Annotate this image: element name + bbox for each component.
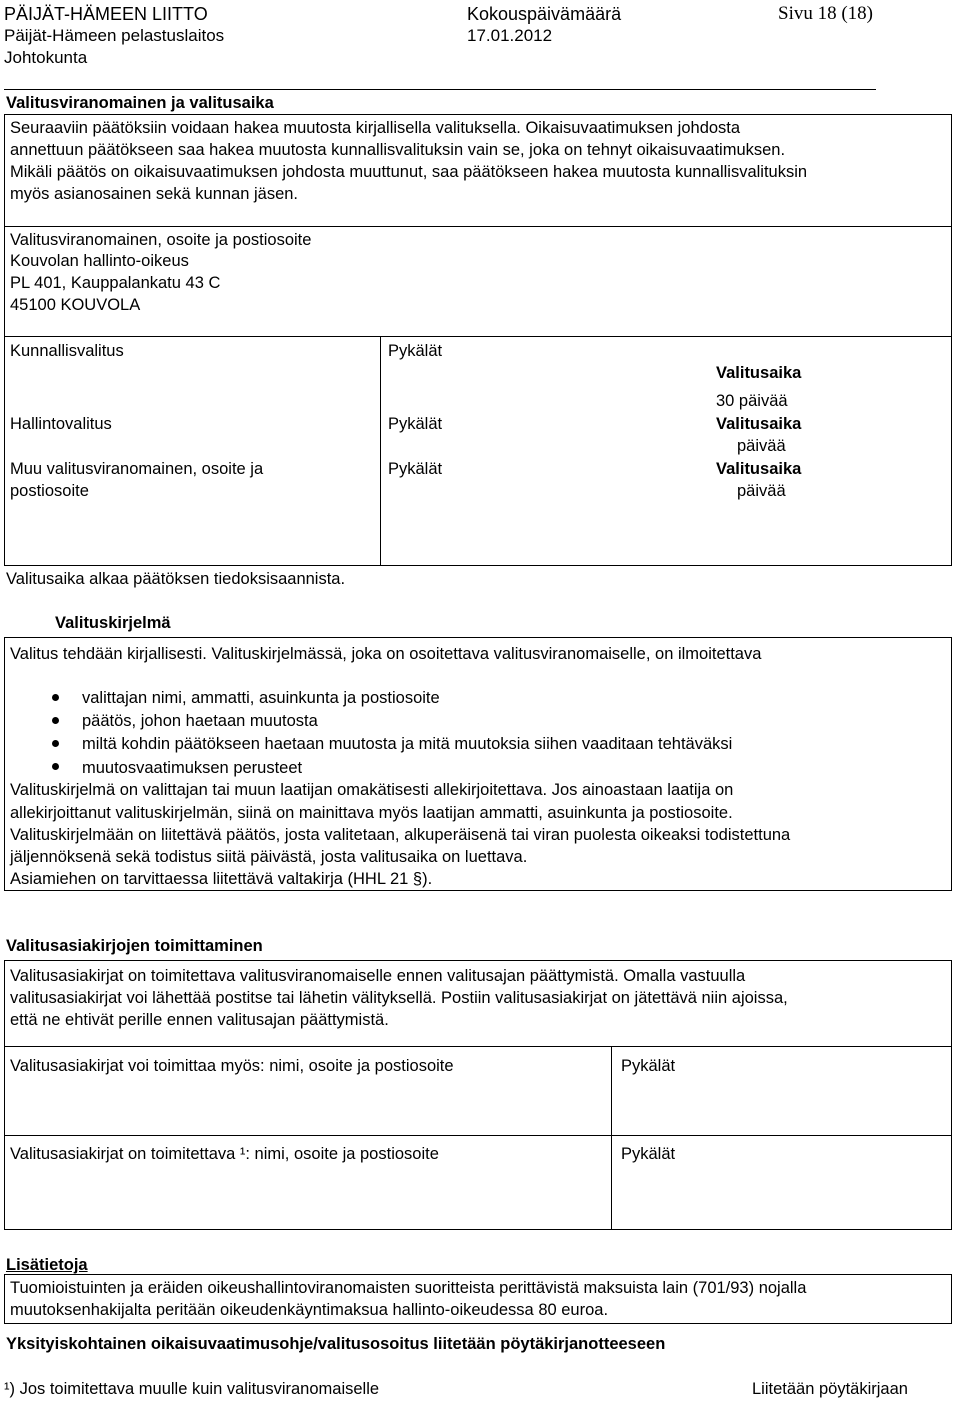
- appeal-type-administrative: Hallintovalitus: [10, 415, 112, 433]
- appeal-sections-administrative: Pykälät: [388, 415, 443, 433]
- appeal-period-value-administrative: päivää: [737, 437, 786, 455]
- appeal-heading: Valitusviranomainen ja valitusaika: [6, 94, 274, 112]
- date-label: Kokouspäivämäärä: [467, 4, 622, 24]
- appeal-period-label-other: Valitusaika: [716, 460, 802, 478]
- appeal-col-divider: [380, 336, 381, 566]
- letter-after-line-1: Valituskirjelmä on valittajan tai muun laatijan omakätisesti allekirjoitettava. Jos ainoastaan laatija on: [10, 781, 734, 799]
- delivery-divider-2: [4, 1135, 952, 1136]
- appeal-period-label-administrative: Valitusaika: [716, 415, 802, 433]
- letter-after-line-4: jäljennöksenä sekä todistus siitä päivästä, josta valitusaika on luettava.: [10, 848, 528, 866]
- appeal-period-value-other: päivää: [737, 482, 786, 500]
- appeal-intro-line-2: annettuun päätökseen saa hakea muutosta kunnallisvalituksin vain se, joka on tehnyt oikaisuvaatimuksen.: [10, 141, 786, 159]
- header-rule: [4, 89, 876, 90]
- authority-address: PL 401, Kauppalankatu 43 C: [10, 274, 221, 292]
- body-name: Johtokunta: [4, 48, 88, 67]
- letter-bullet-3: miltä kohdin päätökseen haetaan muutosta ja mitä muutoksia siihen vaaditaan tehtäväksi: [82, 735, 733, 753]
- delivery-col-divider: [611, 1046, 612, 1230]
- appeal-intro-line-4: myös asianosainen sekä kunnan jäsen.: [10, 185, 299, 203]
- detail-note: Yksityiskohtainen oikaisuvaatimusohje/valitusosoitus liitetään pöytäkirjanotteeseen: [6, 1335, 666, 1353]
- bullet-icon: [52, 694, 59, 701]
- info-line-1: Tuomioistuinten ja eräiden oikeushallintoviranomaisten suoritteista perittävistä maksuista lain (701/93) nojalla: [10, 1279, 807, 1297]
- page-number: Sivu 18 (18): [778, 3, 873, 24]
- appeal-start-note: Valitusaika alkaa päätöksen tiedoksisaannista.: [6, 570, 346, 588]
- letter-intro: Valitus tehdään kirjallisesti. Valituskirjelmässä, joka on osoitettava valitusviranomaiselle, on ilmoitettava: [10, 645, 762, 663]
- appeal-type-other-line2: postiosoite: [10, 482, 89, 500]
- appeal-type-municipal: Kunnallisvalitus: [10, 342, 124, 360]
- appeal-period-value-municipal: 30 päivää: [716, 392, 788, 410]
- letter-bullet-4: muutosvaatimuksen perusteet: [82, 759, 303, 777]
- appeal-type-other-line1: Muu valitusviranomainen, osoite ja: [10, 460, 264, 478]
- bullet-icon: [52, 717, 59, 724]
- authority-label: Valitusviranomainen, osoite ja postiosoite: [10, 231, 312, 249]
- delivery-alt-label: Valitusasiakirjat voi toimittaa myös: nimi, osoite ja postiosoite: [10, 1057, 454, 1075]
- appeal-intro-divider: [4, 226, 952, 227]
- authority-name: Kouvolan hallinto-oikeus: [10, 252, 189, 270]
- letter-bullet-2: päätös, johon haetaan muutosta: [82, 712, 318, 730]
- appeal-authority-divider: [4, 336, 952, 337]
- appeal-period-label-municipal: Valitusaika: [716, 364, 802, 382]
- appeal-sections-other: Pykälät: [388, 460, 443, 478]
- authority-postcode: 45100 KOUVOLA: [10, 296, 141, 314]
- info-heading: Lisätietoja: [6, 1256, 88, 1274]
- info-line-2: muutoksenhakijalta peritään oikeudenkäyntimaksua hallinto-oikeudessa 80 euroa.: [10, 1301, 609, 1319]
- letter-bullet-1: valittajan nimi, ammatti, asuinkunta ja postiosoite: [82, 689, 440, 707]
- delivery-line-3: että ne ehtivät perille ennen valitusajan päättymistä.: [10, 1011, 389, 1029]
- footnote: ¹) Jos toimitettava muulle kuin valitusviranomaiselle: [4, 1380, 380, 1398]
- letter-last-line: Asiamiehen on tarvittaessa liitettävä valtakirja (HHL 21 §).: [10, 870, 433, 888]
- appeal-intro-line-3: Mikäli päätös on oikaisuvaatimuksen johdosta muuttunut, saa päätökseen hakea muutosta kunnallisvalituksin: [10, 163, 808, 181]
- delivery-required-sections: Pykälät: [621, 1145, 676, 1163]
- bullet-icon: [52, 740, 59, 747]
- letter-after-line-3: Valituskirjelmään on liitettävä päätös, josta valitetaan, alkuperäisenä tai viran puolesta oikeaksi todistettuna: [10, 826, 791, 844]
- delivery-divider-1: [4, 1046, 952, 1047]
- sub-org-name: Päijät-Hämeen pelastuslaitos: [4, 26, 225, 45]
- delivery-line-1: Valitusasiakirjat on toimitettava valitusviranomaiselle ennen valitusajan päättymistä. Omalla vastuulla: [10, 967, 746, 985]
- letter-heading: Valituskirjelmä: [55, 614, 171, 632]
- delivery-required-label: Valitusasiakirjat on toimitettava ¹: nimi, osoite ja postiosoite: [10, 1145, 439, 1163]
- meeting-date: 17.01.2012: [467, 26, 553, 45]
- appeal-intro-line-1: Seuraaviin päätöksiin voidaan hakea muutosta kirjallisella valituksella. Oikaisuvaatimuksen johdosta: [10, 119, 741, 137]
- appeal-sections-municipal: Pykälät: [388, 342, 443, 360]
- org-name: PÄIJÄT-HÄMEEN LIITTO: [4, 4, 208, 24]
- delivery-alt-sections: Pykälät: [621, 1057, 676, 1075]
- bullet-icon: [52, 763, 59, 770]
- letter-after-line-2: allekirjoittanut valituskirjelmän, siinä on mainittava myös laatijan ammatti, asuinkunta ja postiosoite.: [10, 804, 733, 822]
- delivery-heading: Valitusasiakirjojen toimittaminen: [6, 937, 263, 955]
- attachment-note: Liitetään pöytäkirjaan: [752, 1380, 908, 1398]
- delivery-line-2: valitusasiakirjat voi lähettää postitse tai lähetin välityksellä. Postiin valitusasiakirjat on jätettävä niin ajoissa,: [10, 989, 788, 1007]
